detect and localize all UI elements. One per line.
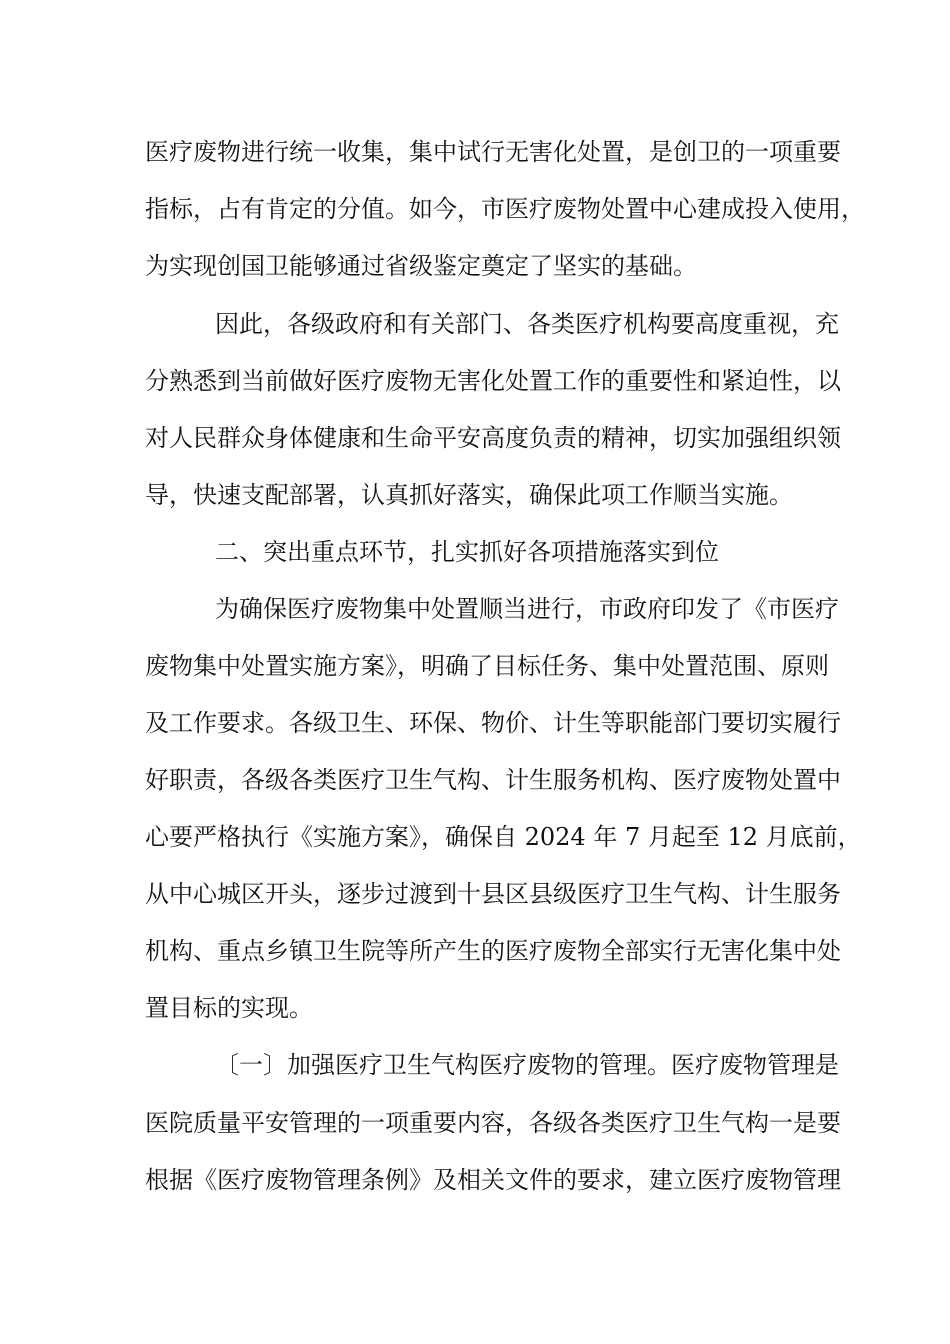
paragraph-line: 心要严格执行《实施方案》，确保自 2024 年 7 月起至 12 月底前，: [145, 823, 862, 851]
paragraph-line: 置目标的实现。: [145, 994, 313, 1022]
paragraph-line: 〔一〕加强医疗卫生气构医疗废物的管理。医疗废物管理是: [215, 1051, 839, 1079]
paragraph-line: 指标，占有肯定的分值。如今，市医疗废物处置中心建成投入使用，: [145, 195, 865, 223]
paragraph-line: 分熟悉到当前做好医疗废物无害化处置工作的重要性和紧迫性，以: [145, 367, 841, 395]
section-heading: 二、突出重点环节，扎实抓好各项措施落实到位: [215, 538, 719, 566]
paragraph-line: 为确保医疗废物集中处置顺当进行，市政府印发了《市医疗: [215, 595, 839, 623]
paragraph-line: 医院质量平安管理的一项重要内容，各级各类医疗卫生气构一是要: [145, 1109, 841, 1137]
paragraph-line: 好职责，各级各类医疗卫生气构、计生服务机构、医疗废物处置中: [145, 766, 841, 794]
paragraph-line: 机构、重点乡镇卫生院等所产生的医疗废物全部实行无害化集中处: [145, 937, 841, 965]
paragraph-line: 及工作要求。各级卫生、环保、物价、计生等职能部门要切实履行: [145, 709, 841, 737]
paragraph-line: 对人民群众身体健康和生命平安高度负责的精神，切实加强组织领: [145, 424, 841, 452]
paragraph-line: 为实现创国卫能够通过省级鉴定奠定了坚实的基础。: [145, 252, 697, 280]
paragraph-line: 因此，各级政府和有关部门、各类医疗机构要高度重视，充: [215, 310, 839, 338]
paragraph-line: 根据《医疗废物管理条例》及相关文件的要求，建立医疗废物管理: [145, 1166, 841, 1194]
paragraph-line: 从中心城区开头，逐步过渡到十县区县级医疗卫生气构、计生服务: [145, 880, 841, 908]
paragraph-line: 废物集中处置实施方案》，明确了目标任务、集中处置范围、原则: [145, 652, 829, 680]
paragraph-line: 医疗废物进行统一收集，集中试行无害化处置，是创卫的一项重要: [145, 138, 841, 166]
paragraph-line: 导，快速支配部署，认真抓好落实，确保此项工作顺当实施。: [145, 481, 793, 509]
